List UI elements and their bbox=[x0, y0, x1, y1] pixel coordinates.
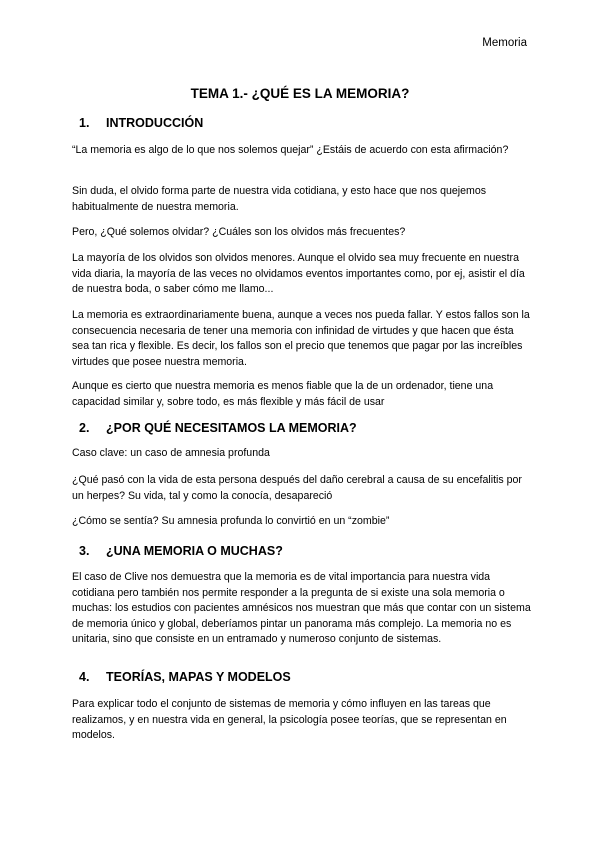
section-number: 1. bbox=[79, 116, 90, 130]
paragraph: ¿Qué pasó con la vida de esta persona después del daño cerebral a causa de su encefalitis por un herpes? Su vida, tal y como la conocía, desapareció bbox=[72, 474, 522, 502]
paragraph: La memoria es extraordinariamente buena, aunque a veces nos pueda fallar. Y estos fallos son la consecuencia necesaria de tener una memoria con infinidad de virtudes y que hacen que ésta sea tan rica y flexible. Es decir, los fallos son el precio que tenemos que pagar por las increíbles virtudes que posee nuestra memoria. bbox=[72, 309, 530, 368]
paragraph: ¿Cómo se sentía? Su amnesia profunda lo convirtió en un “zombie” bbox=[72, 515, 390, 527]
paragraph: Aunque es cierto que nuestra memoria es menos fiable que la de un ordenador, tiene una capacidad similar y, sobre todo, es más flexible y más fácil de usar bbox=[72, 380, 494, 408]
section-heading-introduccion bbox=[79, 116, 203, 130]
section-title: TEORÍAS, MAPAS Y MODELOS bbox=[106, 670, 291, 684]
section-heading-teorias-mapas-modelos bbox=[79, 670, 291, 684]
document-title: TEMA 1.- ¿QUÉ ES LA MEMORIA? bbox=[190, 86, 410, 101]
paragraph: “La memoria es algo de lo que nos solemos quejar” ¿Estáis de acuerdo con esta afirmación? bbox=[72, 144, 509, 156]
section-title: INTRODUCCIÓN bbox=[106, 116, 204, 130]
paragraph: Para explicar todo el conjunto de sistemas de memoria y cómo influyen en las tareas que realizamos, y en nuestra vida en general, la psicología posee teorías, que se representan en modelos. bbox=[72, 698, 507, 741]
section-heading-una-memoria-o-muchas bbox=[79, 544, 283, 558]
paragraph: El caso de Clive nos demuestra que la memoria es de vital importancia para nuestra vida cotidiana pero también nos permite responder a la pregunta de si existe una sola memoria o muchas: los estudios con pacientes amnésicos nos muestran que más que contar con un sistema de memoria único y global, deberíamos pintar un panorama más complejo. La memoria no es unitaria, sino que consiste en un entramado y numeroso conjunto de sistemas. bbox=[72, 571, 531, 645]
running-header: Memoria bbox=[482, 37, 527, 49]
paragraph: La mayoría de los olvidos son olvidos menores. Aunque el olvido sea muy frecuente en nuestra vida diaria, la mayoría de las veces no olvidamos eventos importantes como, por ej, asistir el día de nuestra boda, o saber cómo me llamo... bbox=[72, 252, 525, 295]
paragraph: Sin duda, el olvido forma parte de nuestra vida cotidiana, y esto hace que nos quejemos habitualmente de nuestra memoria. bbox=[72, 185, 487, 213]
section-number: 3. bbox=[79, 544, 90, 558]
paragraph: Caso clave: un caso de amnesia profunda bbox=[72, 447, 270, 459]
section-number: 2. bbox=[79, 421, 90, 435]
section-number: 4. bbox=[79, 670, 90, 684]
section-title: ¿POR QUÉ NECESITAMOS LA MEMORIA? bbox=[106, 421, 357, 435]
section-heading-por-que-necesitamos bbox=[79, 421, 357, 435]
paragraph: Pero, ¿Qué solemos olvidar? ¿Cuáles son los olvidos más frecuentes? bbox=[72, 226, 406, 238]
section-title: ¿UNA MEMORIA O MUCHAS? bbox=[106, 544, 283, 558]
